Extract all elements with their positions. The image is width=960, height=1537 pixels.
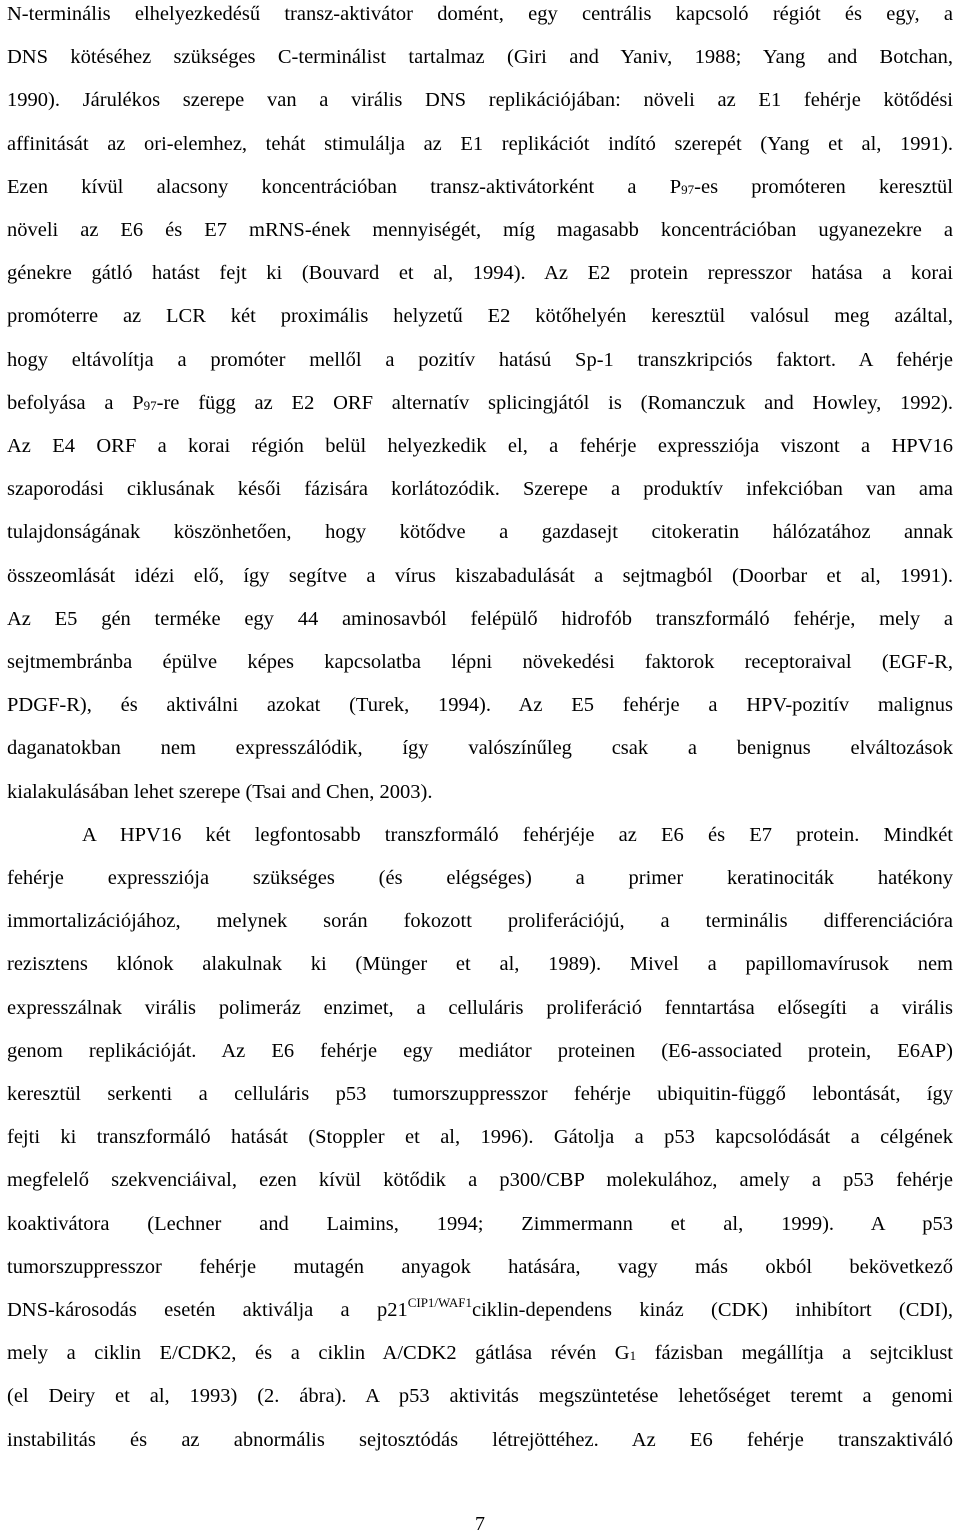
text-line: kialakulásában lehet szerepe (Tsai and Chen, 2003).: [7, 781, 433, 803]
text-line: affinitását az ori-elemhez, tehát stimulálja az E1 replikációt indító szerepét (Yang et al, 1991).: [7, 133, 953, 155]
text-line: Az E5 gén terméke egy 44 aminosavból felépülő hidrofób transzformáló fehérje, mely a: [7, 608, 953, 630]
text-line: 1990). Járulékos szerepe van a virális DNS replikációjában: növeli az E1 fehérje kötődési: [7, 89, 953, 111]
text-segment: Ezen kívül alacsony koncentrációban transz-aktivátorként a P: [7, 176, 682, 198]
text-line: A HPV16 két legfontosabb transzformáló fehérjéje az E6 és E7 protein. Mindkét: [82, 824, 953, 846]
text-line: [7, 1296, 953, 1324]
text-line: [7, 173, 953, 201]
text-segment: fázisban megállítja a sejtciklust: [636, 1342, 953, 1364]
subscript: 97: [143, 398, 157, 413]
text-line: összeomlását idézi elő, így segítve a vírus kiszabadulását a sejtmagból (Doorbar et al, 1991).: [7, 565, 953, 587]
text-segment: mely a ciklin E/CDK2, és a ciklin A/CDK2 gátlása révén G: [7, 1342, 630, 1364]
text-line: hogy eltávolítja a promóter mellől a pozitív hatású Sp-1 transzkripciós faktort. A fehérje: [7, 349, 953, 371]
text-line: tumorszuppresszor fehérje mutagén anyagok hatására, vagy más okból bekövetkező: [7, 1256, 953, 1278]
text-line: PDGF-R), és aktiválni azokat (Turek, 1994). Az E5 fehérje a HPV-pozitív malignus: [7, 694, 953, 716]
text-line: koaktivátora (Lechner and Laimins, 1994; Zimmermann et al, 1999). A p53: [7, 1213, 953, 1235]
text-line: rezisztens klónok alakulnak ki (Münger et al, 1989). Mivel a papillomavírusok nem: [7, 953, 953, 975]
text-line: tulajdonságának köszönhetően, hogy kötődve a gazdasejt citokeratin hálózatához annak: [7, 521, 953, 543]
text-line: instabilitás és az abnormális sejtosztódás létrejöttéhez. Az E6 fehérje transzaktiváló: [7, 1429, 953, 1451]
text-line: növeli az E6 és E7 mRNS-ének mennyiségét, míg magasabb koncentrációban ugyanezekre a: [7, 219, 953, 241]
text-line: szaporodási ciklusának késői fázisára korlátozódik. Szerepe a produktív infekcióban van ama: [7, 478, 953, 500]
text-line: megfelelő szekvenciáival, ezen kívül kötődik a p300/CBP molekulához, amely a p53 fehérje: [7, 1169, 953, 1191]
text-line: N-terminális elhelyezkedésű transz-aktivátor domént, egy centrális kapcsoló régiót és egy, a: [7, 3, 953, 25]
text-segment: ciklin-dependens kináz (CDK) inhibítort (CDI),: [472, 1299, 953, 1321]
text-segment: befolyása a P: [7, 392, 144, 414]
text-line: (el Deiry et al, 1993) (2. ábra). A p53 aktivitás megszüntetése lehetőséget teremt a genomi: [7, 1385, 953, 1407]
subscript: 1: [629, 1348, 637, 1363]
text-line: fejti ki transzformáló hatását (Stoppler et al, 1996). Gátolja a p53 kapcsolódását a célgének: [7, 1126, 953, 1148]
text-line: DNS kötéséhez szükséges C-terminálist tartalmaz (Giri and Yaniv, 1988; Yang and Botchan,: [7, 46, 953, 68]
page-number: 7: [475, 1513, 485, 1535]
text-line: expresszálnak virális polimeráz enzimet, a celluláris proliferáció fenntartása elősegíti a virális: [7, 997, 953, 1019]
text-line: [7, 389, 953, 417]
text-line: genom replikációját. Az E6 fehérje egy mediátor proteinen (E6-associated protein, E6AP): [7, 1040, 953, 1062]
text-line: immortalizációjához, melynek során fokozott proliferációjú, a terminális differenciációra: [7, 910, 953, 932]
text-line: daganatokban nem expresszálódik, így valószínűleg csak a benignus elváltozások: [7, 737, 953, 759]
text-line: Az E4 ORF a korai régión belül helyezkedik el, a fehérje expressziója viszont a HPV16: [7, 435, 953, 457]
text-line: promóterre az LCR két proximális helyzetű E2 kötőhelyén keresztül valósul meg azáltal,: [7, 305, 953, 327]
text-segment: -es promóteren keresztül: [694, 176, 953, 198]
text-line: keresztül serkenti a celluláris p53 tumorszuppresszor fehérje ubiquitin-függő lebontását, így: [7, 1083, 953, 1105]
superscript: CIP1/WAF1: [407, 1296, 472, 1310]
text-line: [7, 1339, 953, 1367]
text-line: génekre gátló hatást fejt ki (Bouvard et al, 1994). Az E2 protein represszor hatása a korai: [7, 262, 953, 284]
text-segment: -re függ az E2 ORF alternatív splicingjától is (Romanczuk and Howley, 1992).: [156, 392, 953, 414]
text-segment: DNS-károsodás esetén aktiválja a p21: [7, 1299, 408, 1321]
subscript: 97: [681, 182, 695, 197]
text-line: fehérje expressziója szükséges (és elégséges) a primer keratinociták hatékony: [7, 867, 953, 889]
text-line: sejtmembránba épülve képes kapcsolatba lépni növekedési faktorok receptoraival (EGF-R,: [7, 651, 953, 673]
